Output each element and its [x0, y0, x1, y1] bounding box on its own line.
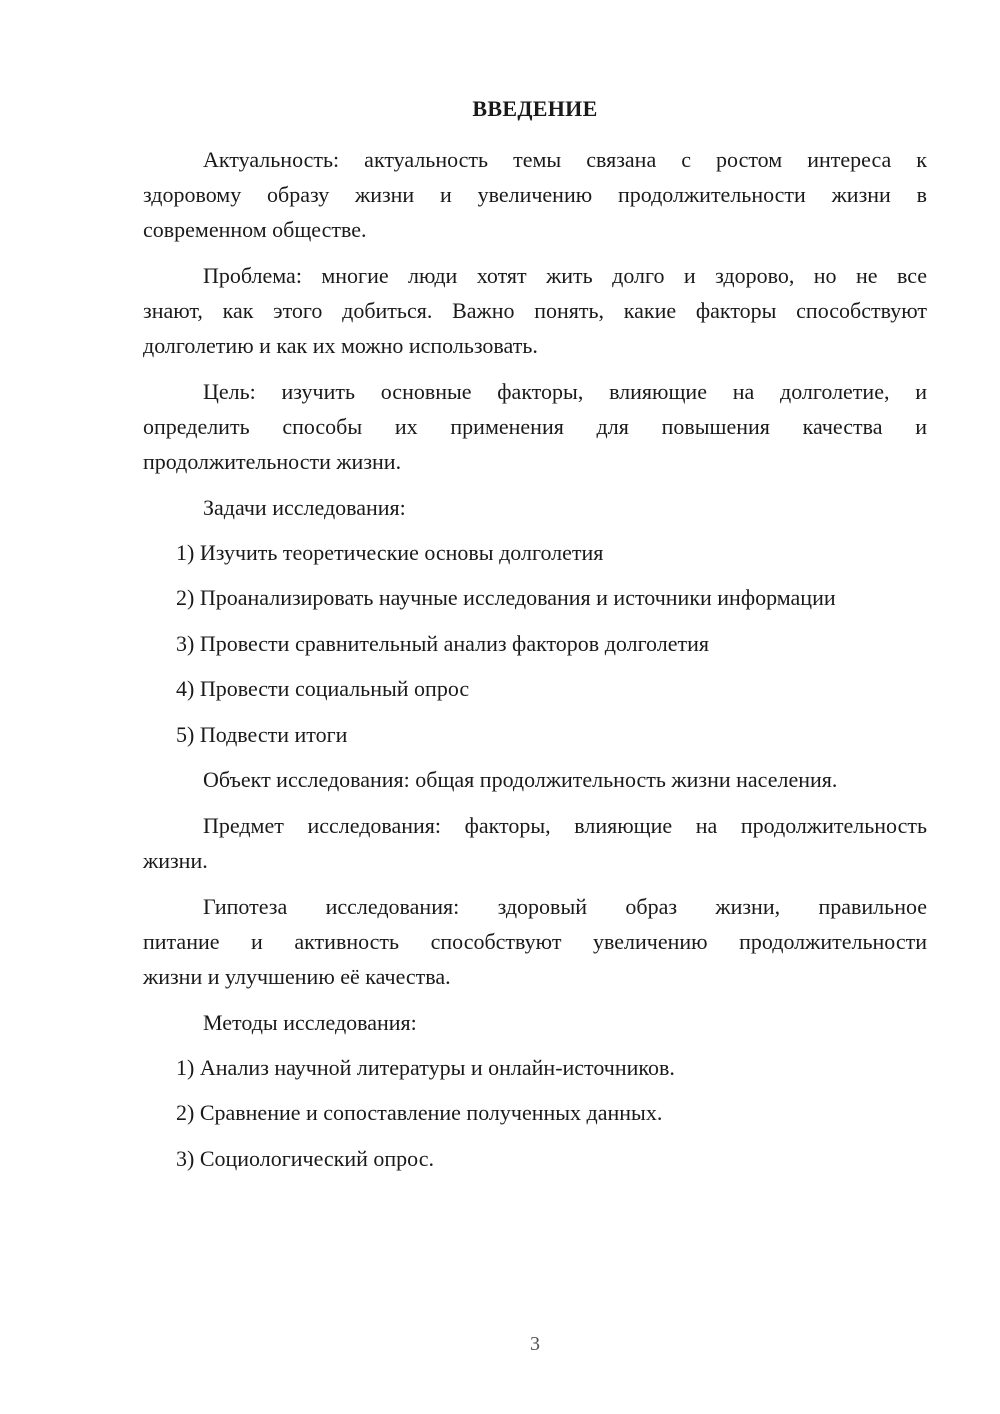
- paragraph-problem: [143, 258, 927, 363]
- methods-heading: Методы исследования:: [203, 1010, 417, 1035]
- paragraph-line: жизни.: [143, 848, 208, 873]
- task-item: 3) Провести сравнительный анализ факторов долголетия: [176, 631, 710, 656]
- paragraph-line: жизни и улучшению её качества.: [143, 964, 451, 989]
- tasks-heading: Задачи исследования:: [203, 495, 406, 520]
- paragraph-object: Объект исследования: общая продолжительность жизни населения.: [203, 767, 838, 792]
- paragraph-line: продолжительности жизни.: [143, 449, 402, 474]
- paragraph-line: современном обществе.: [143, 217, 367, 242]
- method-item: 2) Сравнение и сопоставление полученных данных.: [176, 1100, 663, 1125]
- paragraph-subject: [143, 808, 927, 878]
- paragraph-line: долголетию и как их можно использовать.: [143, 333, 538, 358]
- paragraph-line: определить способы их применения для повышения качества и: [143, 414, 927, 439]
- paragraph-line: Актуальность: актуальность темы связана с ростом интереса к: [203, 147, 927, 172]
- section-title: ВВЕДЕНИЕ: [472, 96, 598, 121]
- method-item: 3) Социологический опрос.: [176, 1146, 434, 1171]
- paragraph-line: Проблема: многие люди хотят жить долго и здорово, но не все: [203, 263, 927, 288]
- paragraph-hypothesis: [143, 889, 927, 994]
- task-item: 1) Изучить теоретические основы долголетия: [176, 540, 604, 565]
- paragraph-line: питание и активность способствуют увеличению продолжительности: [143, 929, 927, 954]
- task-item: 5) Подвести итоги: [176, 722, 348, 747]
- task-item: 4) Провести социальный опрос: [176, 676, 470, 701]
- paragraph-line: здоровому образу жизни и увеличению продолжительности жизни в: [143, 182, 927, 207]
- paragraph-line: Предмет исследования: факторы, влияющие на продолжительность: [203, 813, 927, 838]
- paragraph-goal: [143, 374, 927, 479]
- paragraph-relevance: [143, 142, 927, 247]
- paragraph-line: Цель: изучить основные факторы, влияющие на долголетие, и: [203, 379, 927, 404]
- page-number: 3: [530, 1333, 540, 1355]
- paragraph-line: Гипотеза исследования: здоровый образ жизни, правильное: [203, 894, 927, 919]
- task-item: 2) Проанализировать научные исследования и источники информации: [176, 585, 836, 610]
- method-item: 1) Анализ научной литературы и онлайн-источников.: [176, 1055, 675, 1080]
- paragraph-line: знают, как этого добиться. Важно понять, какие факторы способствуют: [143, 298, 927, 323]
